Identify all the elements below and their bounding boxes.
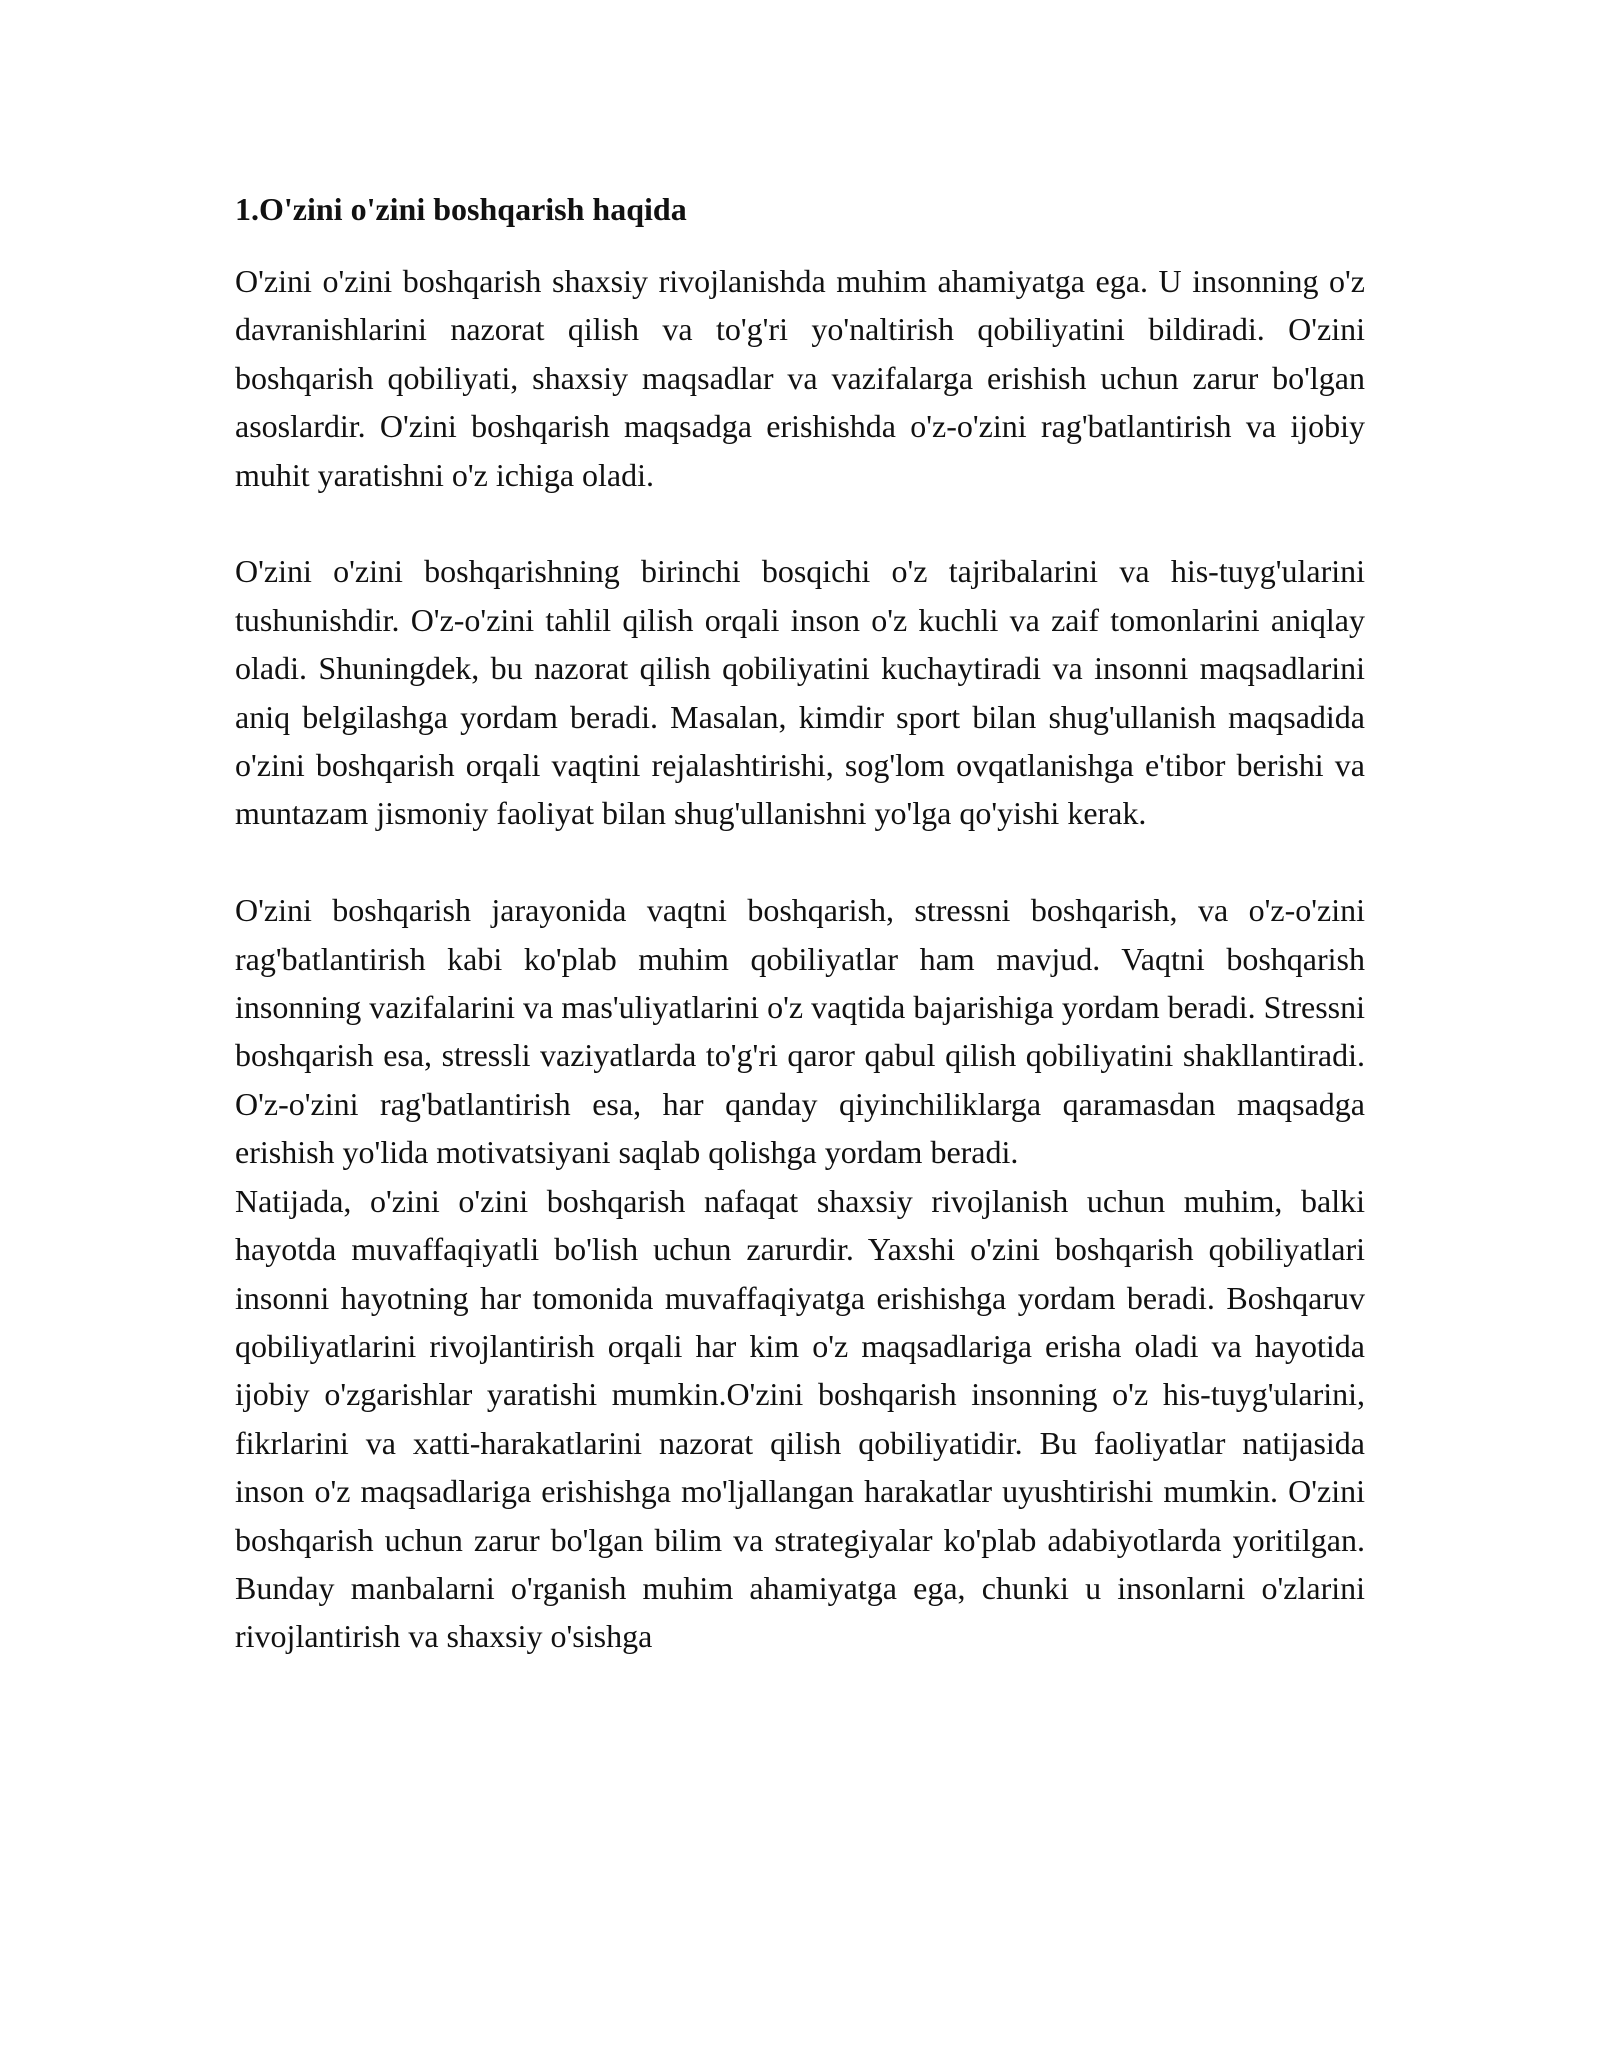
- document-page: [235, 185, 1365, 1661]
- paragraph-spacer: [235, 499, 1365, 547]
- document-heading: 1.O'zini o'zini boshqarish haqida: [235, 191, 687, 227]
- paragraph-1: O'zini o'zini boshqarish shaxsiy rivojlanishda muhim ahamiyatga ega. U insonning o'z davranishlarini nazorat qilish va to'g'ri yo'naltirish qobiliyatini bildiradi. O'zini boshqarish qobiliyati, shaxsiy maqsadlar va vazifalarga erishish uchun zarur bo'lgan asoslardir. O'zini boshqarish maqsadga erishishda o'z-o'zini rag'batlantirish va ijobiy muhit yaratishni o'z ichiga oladi.: [235, 263, 1365, 493]
- paragraph-4: Natijada, o'zini o'zini boshqarish nafaqat shaxsiy rivojlanish uchun muhim, balki hayotda muvaffaqiyatli bo'lish uchun zarurdir. Yaxshi o'zini boshqarish qobiliyatlari insonni hayotning har tomonida muvaffaqiyatga erishishga yordam beradi. Boshqaruv qobiliyatlarini rivojlantirish orqali har kim o'z maqsadlariga erisha oladi va hayotida ijobiy o'zgarishlar yaratishi mumkin.O'zini boshqarish insonning o'z his-tuyg'ularini, fikrlarini va xatti-harakatlarini nazorat qilish qobiliyatidir. Bu faoliyatlar natijasida inson o'z maqsadlariga erishishga mo'ljallangan harakatlar uyushtirishi mumkin. O'zini boshqarish uchun zarur bo'lgan bilim va strategiyalar ko'plab adabiyotlarda yoritilgan. Bunday manbalarni o'rganish muhim ahamiyatga ega, chunki u insonlarni o'zlarini rivojlantirish va shaxsiy o'sishga: [235, 1182, 1365, 1655]
- paragraph-spacer: [235, 838, 1365, 886]
- paragraph-3: O'zini boshqarish jarayonida vaqtni boshqarish, stressni boshqarish, va o'z-o'zini rag'batlantirish kabi ko'plab muhim qobiliyatlar ham mavjud. Vaqtni boshqarish insonning vazifalarini va mas'uliyatlarini o'z vaqtida bajarishiga yordam beradi. Stressni boshqarish esa, stressli vaziyatlarda to'g'ri qaror qabul qilish qobiliyatini shakllantiradi. O'z-o'zini rag'batlantirish esa, har qanday qiyinchiliklarga qaramasdan maqsadga erishish yo'lida motivatsiyani saqlab qolishga yordam beradi.: [235, 892, 1365, 1171]
- paragraph-2: O'zini o'zini boshqarishning birinchi bosqichi o'z tajribalarini va his-tuyg'ularini tushunishdir. O'z-o'zini tahlil qilish orqali inson o'z kuchli va zaif tomonlarini aniqlay oladi. Shuningdek, bu nazorat qilish qobiliyatini kuchaytiradi va insonni maqsadlarini aniq belgilashga yordam beradi. Masalan, kimdir sport bilan shug'ullanish maqsadida o'zini boshqarish orqali vaqtini rejalashtirishi, sog'lom ovqatlanishga e'tibor berishi va muntazam jismoniy faoliyat bilan shug'ullanishni yo'lga qo'yishi kerak.: [235, 553, 1365, 832]
